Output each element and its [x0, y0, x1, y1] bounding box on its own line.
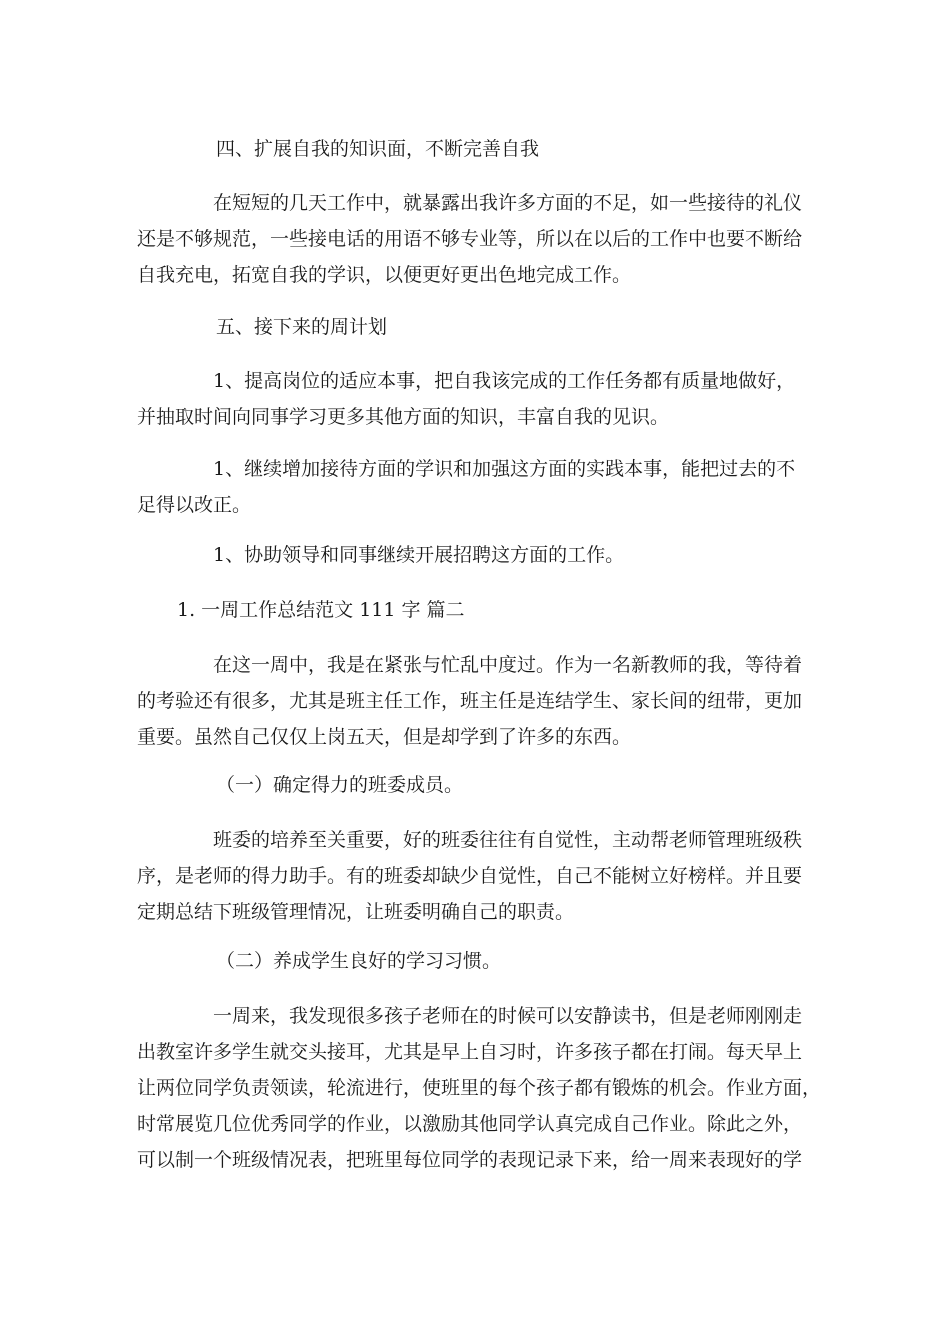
paragraph-line: 可以制一个班级情况表，把班里每位同学的表现记录下来，给一周来表现好的学 [137, 1149, 803, 1171]
paragraph-line: 出教室许多学生就交头接耳，尤其是早上自习时，许多孩子都在打闹。每天早上 [137, 1041, 803, 1063]
paragraph-line: 1、提高岗位的适应本事，把自我该完成的工作任务都有质量地做好， [213, 370, 796, 392]
paragraph-line: 还是不够规范，一些接电话的用语不够专业等，所以在以后的工作中也要不断给 [137, 228, 803, 250]
heading-line: 四、扩展自我的知识面，不断完善自我 [216, 138, 540, 160]
paragraph-line: 班委的培养至关重要，好的班委往往有自觉性，主动帮老师管理班级秩 [213, 829, 803, 851]
section-heading [137, 767, 827, 803]
paragraph [137, 647, 827, 755]
heading-line: （二）养成学生良好的学习习惯。 [216, 950, 502, 972]
paragraph-line: 一周来，我发现很多孩子老师在的时候可以安静读书，但是老师刚刚走 [213, 1005, 803, 1027]
section-heading [137, 943, 827, 979]
paragraph-line: 1、继续增加接待方面的学识和加强这方面的实践本事，能把过去的不 [213, 458, 796, 480]
section-subtitle [137, 592, 827, 628]
paragraph [137, 822, 827, 930]
paragraph-line: 的考验还有很多，尤其是班主任工作，班主任是连结学生、家长间的纽带，更加 [137, 690, 803, 712]
paragraph-line: 并抽取时间向同事学习更多其他方面的知识，丰富自我的见识。 [137, 406, 670, 428]
section-heading [137, 309, 827, 345]
paragraph-line: 定期总结下班级管理情况，让班委明确自己的职责。 [137, 901, 575, 923]
paragraph [137, 451, 827, 523]
section-heading [137, 131, 827, 167]
paragraph-line: 在这一周中，我是在紧张与忙乱中度过。作为一名新教师的我，等待着 [213, 654, 803, 676]
paragraph-line: 时常展览几位优秀同学的作业，以激励其他同学认真完成自己作业。除此之外， [137, 1113, 803, 1135]
paragraph-line: 序，是老师的得力助手。有的班委却缺少自觉性，自己不能树立好榜样。并且要 [137, 865, 803, 887]
paragraph-line: 重要。虽然自己仅仅上岗五天，但是却学到了许多的东西。 [137, 726, 632, 748]
heading-line: 五、接下来的周计划 [216, 316, 388, 338]
paragraph [137, 185, 827, 293]
heading-line: （一）确定得力的班委成员。 [216, 774, 464, 796]
paragraph-line: 足得以改正。 [137, 494, 252, 516]
paragraph-line: 在短短的几天工作中，就暴露出我许多方面的不足，如一些接待的礼仪 [213, 192, 803, 214]
paragraph-line: 让两位同学负责领读，轮流进行，使班里的每个孩子都有锻炼的机会。作业方面， [137, 1077, 822, 1099]
paragraph [137, 363, 827, 435]
paragraph [137, 998, 827, 1178]
paragraph-line: 1、协助领导和同事继续开展招聘这方面的工作。 [213, 544, 625, 566]
paragraph [137, 537, 827, 573]
subtitle-line: 1. 一周工作总结范文 111 字 篇二 [177, 599, 465, 621]
paragraph-line: 自我充电，拓宽自我的学识，以便更好更出色地完成工作。 [137, 264, 632, 286]
